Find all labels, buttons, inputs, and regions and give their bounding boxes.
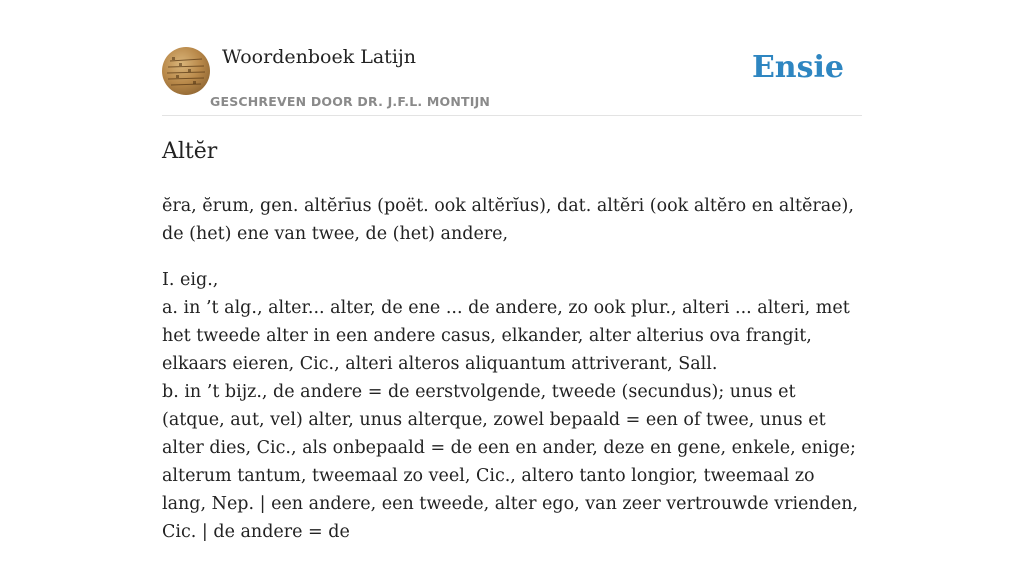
entry-content bbox=[162, 192, 862, 564]
section-label: I. eig., bbox=[162, 270, 219, 290]
entry-title: Altĕr bbox=[162, 139, 218, 164]
author-byline: GESCHREVEN DOOR DR. J.F.L. MONTIJN bbox=[210, 94, 491, 109]
header-divider bbox=[162, 115, 862, 116]
dictionary-title-link[interactable]: Woordenboek Latijn bbox=[222, 46, 417, 68]
dictionary-avatar[interactable] bbox=[162, 47, 210, 95]
entry-paragraph-grammar: ĕra, ĕrum, gen. altĕrīus (poët. ook altĕrĭus), dat. altĕri (ook altĕro en altĕrae), de (het) ene van twee, de (het) andere, bbox=[162, 196, 854, 244]
dictionary-header bbox=[162, 46, 862, 116]
meaning-item-a: a. in ’t alg., alter... alter, de ene ... de andere, zo ook plur., alteri ... alteri, met het tweede alter in een andere casus, elkander, alter alterius ova frangit, elkaars eieren, Cic., alteri alteros aliquantum attriverant, Sall. bbox=[162, 298, 850, 374]
ensie-logo-link[interactable]: Ensie bbox=[751, 50, 844, 85]
entry-paragraph-meanings bbox=[162, 266, 862, 546]
latin-inscription-coin-icon bbox=[162, 47, 210, 95]
meaning-item-b: b. in ’t bijz., de andere = de eerstvolgende, tweede (secundus); unus et (atque, aut, vel) alter, unus alterque, zowel bepaald = een of twee, unus et alter dies, Cic., als onbepaald = de een en ander, deze en gene, enkele, enige; alterum tantum, tweemaal zo veel, Cic., altero tanto longior, tweemaal zo lang, Nep. | een andere, een tweede, alter ego, van zeer vertrouwde vrienden, Cic. | de andere = de bbox=[162, 382, 859, 542]
